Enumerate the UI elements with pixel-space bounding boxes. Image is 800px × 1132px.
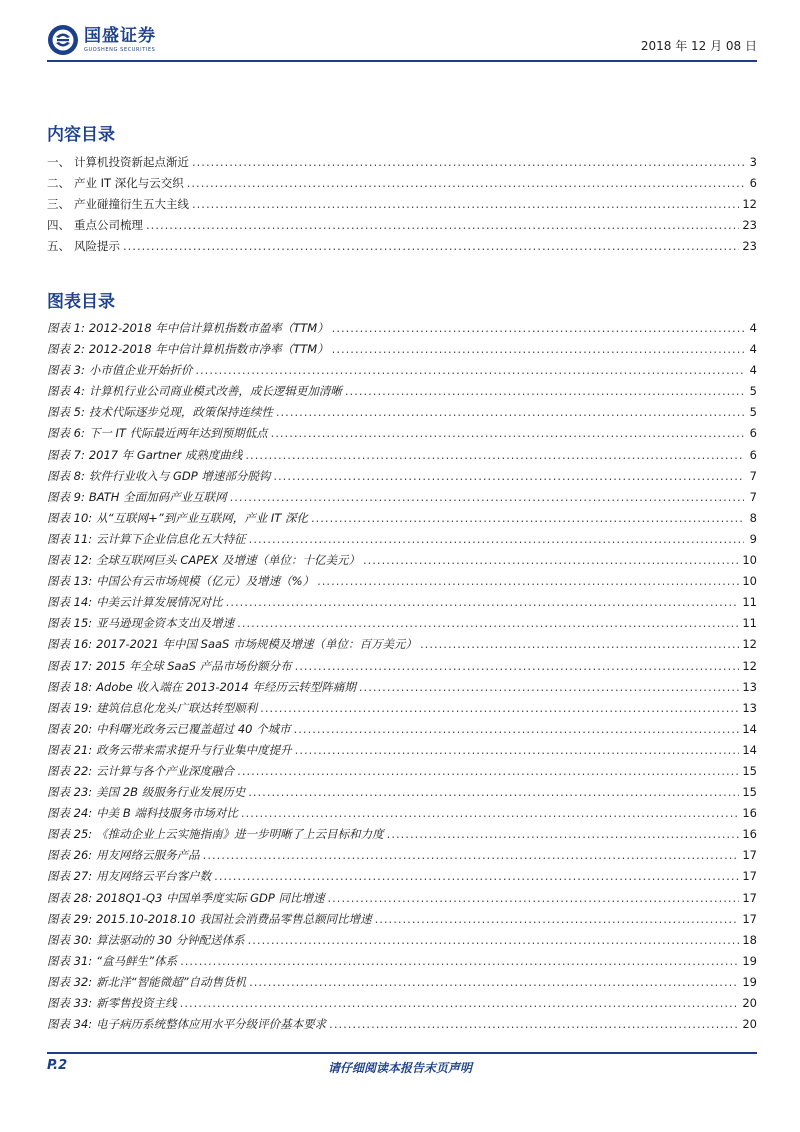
entry-number: 图表 22: xyxy=(47,763,93,778)
entry-title: 电子病历系统整体应用水平分级评价基本要求 xyxy=(96,1017,327,1032)
dot-leader xyxy=(276,405,744,419)
entry-number: 图表 23: xyxy=(47,785,93,800)
entry-page: 6 xyxy=(749,176,757,191)
entry-title: 新零售投资主线 xyxy=(96,996,177,1010)
dot-leader xyxy=(317,574,739,588)
entry-page: 11 xyxy=(742,595,757,610)
entry-page: 7 xyxy=(749,489,757,504)
footer-rule xyxy=(47,1052,757,1054)
figure-entry[interactable] xyxy=(47,995,757,1016)
entry-page: 16 xyxy=(742,827,757,842)
entry-page: 19 xyxy=(742,974,757,989)
entry-number: 图表 11: xyxy=(47,531,93,546)
entry-number: 一、 xyxy=(47,155,70,169)
entry-number: 图表 24: xyxy=(47,806,93,821)
entry-number: 图表 33: xyxy=(47,996,93,1010)
entry-title: 中国公有云市场规模（亿元）及增速（%） xyxy=(96,574,315,589)
entry-page: 4 xyxy=(749,363,757,378)
dot-leader xyxy=(294,722,740,736)
entry-page: 4 xyxy=(749,321,757,335)
dot-leader xyxy=(311,511,744,525)
entry-page: 14 xyxy=(742,721,757,736)
dot-leader xyxy=(363,553,739,567)
entry-number: 图表 4: xyxy=(47,384,85,399)
entry-title: 2012-2018 年中信计算机指数市盈率（TTM） xyxy=(88,321,329,335)
figure-entry[interactable] xyxy=(47,721,757,742)
figures-title: 图表目录 xyxy=(47,292,115,312)
entry-title: 2017-2021 年中国 SaaS 市场规模及增速（单位：百万美元） xyxy=(96,637,418,652)
dot-leader xyxy=(203,848,740,862)
entry-page: 17 xyxy=(742,911,757,926)
figure-entry[interactable] xyxy=(47,847,757,868)
entry-number: 图表 12: xyxy=(47,553,93,568)
entry-number: 图表 32: xyxy=(47,974,93,989)
dot-leader xyxy=(271,426,744,440)
figure-entry[interactable] xyxy=(47,447,757,468)
figure-entry[interactable] xyxy=(47,552,757,573)
dot-leader xyxy=(226,595,740,609)
dot-leader xyxy=(180,996,740,1010)
entry-title: 中科曙光政务云已覆盖超过 40 个城市 xyxy=(96,721,291,736)
contents-entry[interactable] xyxy=(47,175,757,196)
entry-page: 14 xyxy=(742,742,757,757)
entry-number: 图表 8: xyxy=(47,468,85,483)
dot-leader xyxy=(237,616,739,630)
dot-leader xyxy=(328,891,740,905)
header-rule xyxy=(47,60,757,62)
dot-leader xyxy=(375,912,740,926)
entry-page: 17 xyxy=(742,890,757,905)
figure-entry[interactable] xyxy=(47,404,757,425)
entry-title: 2012-2018 年中信计算机指数市净率（TTM） xyxy=(88,342,329,357)
figure-entry[interactable] xyxy=(47,805,757,826)
figure-entry[interactable] xyxy=(47,658,757,679)
entry-number: 图表 14: xyxy=(47,595,93,610)
entry-number: 图表 15: xyxy=(47,616,93,631)
dot-leader xyxy=(420,637,739,651)
page-number: P.2 xyxy=(47,1058,68,1073)
entry-page: 20 xyxy=(742,1017,757,1032)
contents-entry[interactable] xyxy=(47,196,757,217)
dot-leader xyxy=(123,239,739,253)
entry-title: 下一 IT 代际最近两年达到预期低点 xyxy=(88,426,268,441)
entry-page: 20 xyxy=(742,996,757,1010)
dot-leader xyxy=(332,342,744,356)
entry-number: 图表 26: xyxy=(47,848,93,863)
entry-number: 图表 29: xyxy=(47,911,93,926)
entry-page: 4 xyxy=(749,342,757,357)
logo-en-text: GUOSHENG SECURITIES xyxy=(84,46,156,53)
entry-number: 二、 xyxy=(47,176,70,191)
entry-page: 7 xyxy=(749,468,757,483)
entry-title: 产业碰撞衍生五大主线 xyxy=(74,197,189,212)
dot-leader xyxy=(332,321,744,335)
entry-title: 从“互联网+”到产业互联网，产业 IT 深化 xyxy=(96,510,308,525)
figure-entry[interactable] xyxy=(47,890,757,911)
entry-page: 3 xyxy=(749,155,757,169)
dot-leader xyxy=(245,448,744,462)
guosheng-logo-icon xyxy=(47,24,79,56)
entry-title: 2017 年 Gartner 成熟度曲线 xyxy=(88,447,243,462)
dot-leader xyxy=(359,680,739,694)
entry-title: 算法驱动的 30 分钟配送体系 xyxy=(96,932,245,947)
figure-entry[interactable] xyxy=(47,573,757,594)
dot-leader xyxy=(248,785,739,799)
entry-title: 云计算与各个产业深度融合 xyxy=(96,763,235,778)
entry-page: 23 xyxy=(742,218,757,233)
figure-entry[interactable] xyxy=(47,911,757,932)
entry-title: Adobe 收入端在 2013-2014 年经历云转型阵痛期 xyxy=(96,679,356,694)
entry-number: 四、 xyxy=(47,218,70,233)
entry-number: 图表 16: xyxy=(47,637,93,652)
entry-number: 图表 17: xyxy=(47,658,93,673)
figure-entry[interactable] xyxy=(47,615,757,636)
entry-number: 图表 7: xyxy=(47,447,85,462)
footer-disclaimer: 请仔细阅读本报告末页声明 xyxy=(327,1061,472,1075)
dot-leader xyxy=(237,764,739,778)
entry-page: 13 xyxy=(742,679,757,694)
entry-number: 图表 3: xyxy=(47,363,85,378)
figure-entry[interactable] xyxy=(47,425,757,446)
figure-entry[interactable] xyxy=(47,383,757,404)
entry-title: 2015.10-2018.10 我国社会消费品零售总额同比增速 xyxy=(96,911,372,926)
entry-number: 图表 27: xyxy=(47,869,93,884)
dot-leader xyxy=(295,743,740,757)
dot-leader xyxy=(260,701,739,715)
entry-title: 用友网络云平台客户数 xyxy=(96,869,212,884)
figure-entry[interactable] xyxy=(47,868,757,889)
figure-entry[interactable] xyxy=(47,953,757,974)
entry-page: 9 xyxy=(749,531,757,546)
entry-title: 2018Q1-Q3 中国单季度实际 GDP 同比增速 xyxy=(96,890,325,905)
entry-number: 图表 6: xyxy=(47,426,85,441)
dot-leader xyxy=(146,218,739,232)
dot-leader xyxy=(273,469,744,483)
figure-entry[interactable] xyxy=(47,974,757,995)
entry-number: 图表 21: xyxy=(47,742,93,757)
entry-title: 云计算下企业信息化五大特征 xyxy=(96,531,246,546)
dot-leader xyxy=(187,176,744,190)
entry-number: 图表 25: xyxy=(47,827,93,842)
entry-page: 13 xyxy=(742,700,757,715)
entry-page: 19 xyxy=(742,953,757,968)
report-date: 2018 年 12 月 08 日 xyxy=(640,39,757,53)
dot-leader xyxy=(214,869,739,883)
company-logo xyxy=(47,22,156,58)
entry-number: 图表 13: xyxy=(47,574,93,589)
entry-number: 图表 10: xyxy=(47,510,93,525)
entry-title: 软件行业收入与 GDP 增速部分脱钩 xyxy=(88,468,271,483)
entry-number: 图表 28: xyxy=(47,890,93,905)
figure-entry[interactable] xyxy=(47,700,757,721)
dot-leader xyxy=(180,954,739,968)
contents-list xyxy=(47,154,757,259)
entry-number: 图表 18: xyxy=(47,679,93,694)
entry-number: 图表 9: xyxy=(47,489,85,504)
dot-leader xyxy=(241,806,739,820)
figure-entry[interactable] xyxy=(47,510,757,531)
dot-leader xyxy=(192,155,744,169)
dot-leader xyxy=(195,363,744,377)
entry-title: 美国 2B 级服务行业发展历史 xyxy=(96,785,246,800)
entry-number: 图表 31: xyxy=(47,953,93,968)
entry-title: 用友网络云服务产品 xyxy=(96,848,200,863)
entry-page: 15 xyxy=(742,763,757,778)
figure-entry[interactable] xyxy=(47,489,757,510)
entry-number: 图表 2: xyxy=(47,342,85,357)
logo-cn-text: 国盛证券 xyxy=(84,25,156,46)
entry-page: 10 xyxy=(742,553,757,568)
entry-number: 图表 34: xyxy=(47,1017,93,1032)
entry-title: 中美云计算发展情况对比 xyxy=(96,595,223,610)
entry-number: 图表 5: xyxy=(47,405,85,420)
entry-title: 产业 IT 深化与云交织 xyxy=(74,176,184,191)
figure-entry[interactable] xyxy=(47,320,757,341)
dot-leader xyxy=(345,384,744,398)
entry-number: 图表 19: xyxy=(47,700,93,715)
figure-entry[interactable] xyxy=(47,784,757,805)
figure-entry[interactable] xyxy=(47,932,757,953)
entry-title: 亚马逊现金资本支出及增速 xyxy=(96,616,235,631)
entry-page: 5 xyxy=(749,405,757,420)
figure-entry[interactable] xyxy=(47,594,757,615)
entry-number: 图表 20: xyxy=(47,721,93,736)
entry-title: 计算机行业公司商业模式改善，成长逻辑更加清晰 xyxy=(88,384,342,399)
figure-entry[interactable] xyxy=(47,1016,757,1037)
dot-leader xyxy=(329,1017,739,1031)
entry-title: 中美 B 端科技服务市场对比 xyxy=(96,806,238,821)
contents-entry[interactable] xyxy=(47,217,757,238)
entry-page: 16 xyxy=(742,806,757,821)
entry-page: 11 xyxy=(742,616,757,631)
entry-page: 17 xyxy=(742,869,757,884)
entry-title: 风险提示 xyxy=(74,239,120,254)
figure-entry[interactable] xyxy=(47,341,757,362)
dot-leader xyxy=(295,659,740,673)
entry-page: 12 xyxy=(742,658,757,673)
entry-title: 计算机投资新起点渐近 xyxy=(74,155,189,169)
figure-entry[interactable] xyxy=(47,468,757,489)
entry-title: “盒马鲜生”体系 xyxy=(96,953,178,968)
entry-title: 技术代际逐步兑现，政策保持连续性 xyxy=(88,405,273,420)
entry-page: 6 xyxy=(749,447,757,462)
contents-entry[interactable] xyxy=(47,154,757,175)
entry-page: 23 xyxy=(742,239,757,254)
entry-title: 小市值企业开始折价 xyxy=(88,363,193,378)
figure-entry[interactable] xyxy=(47,826,757,847)
dot-leader xyxy=(249,975,739,989)
entry-number: 图表 30: xyxy=(47,932,93,947)
entry-title: 《推动企业上云实施指南》进一步明晰了上云目标和力度 xyxy=(96,827,384,842)
contents-entry[interactable] xyxy=(47,238,757,259)
entry-page: 10 xyxy=(742,574,757,589)
entry-number: 三、 xyxy=(47,197,70,212)
page-header xyxy=(47,20,757,62)
entry-page: 18 xyxy=(742,932,757,947)
entry-title: 全球互联网巨头 CAPEX 及增速（单位：十亿美元） xyxy=(96,553,360,568)
figure-entry[interactable] xyxy=(47,636,757,657)
entry-number: 图表 1: xyxy=(47,321,85,335)
figures-list xyxy=(47,320,757,1037)
dot-leader xyxy=(387,827,740,841)
figure-entry[interactable] xyxy=(47,742,757,763)
figure-entry[interactable] xyxy=(47,679,757,700)
entry-title: 重点公司梳理 xyxy=(74,218,143,233)
dot-leader xyxy=(230,490,744,504)
entry-page: 12 xyxy=(742,637,757,652)
dot-leader xyxy=(248,933,740,947)
entry-title: BATH 全面加码产业互联网 xyxy=(88,489,227,504)
figure-entry[interactable] xyxy=(47,763,757,784)
figure-entry[interactable] xyxy=(47,531,757,552)
entry-title: 政务云带来需求提升与行业集中度提升 xyxy=(96,742,292,757)
entry-page: 8 xyxy=(749,510,757,525)
entry-page: 12 xyxy=(742,197,757,212)
entry-title: 建筑信息化龙头广联达转型顺利 xyxy=(96,700,258,715)
entry-title: 2015 年全球 SaaS 产品市场份额分布 xyxy=(96,658,292,673)
entry-title: 新北洋“智能微超”自动售货机 xyxy=(96,974,247,989)
entry-page: 6 xyxy=(749,426,757,441)
figure-entry[interactable] xyxy=(47,362,757,383)
dot-leader xyxy=(249,532,744,546)
entry-page: 15 xyxy=(742,785,757,800)
contents-title: 内容目录 xyxy=(47,125,115,145)
entry-page: 5 xyxy=(749,384,757,399)
dot-leader xyxy=(192,197,739,211)
entry-number: 五、 xyxy=(47,239,70,254)
entry-page: 17 xyxy=(742,848,757,863)
